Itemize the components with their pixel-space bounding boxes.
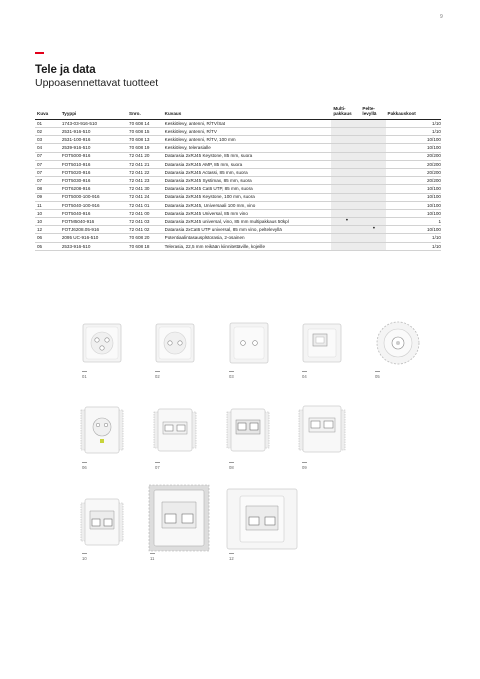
cell-tyyppi: FOT5000-916 <box>60 152 127 160</box>
data-socket-100mm-icon <box>298 404 346 454</box>
figure-label-08: 08 <box>229 464 234 470</box>
cell-snro: 72 041 00 <box>127 209 163 217</box>
cell-multipakkaus <box>331 152 360 160</box>
cell-kuva: 07 <box>35 168 60 176</box>
cell-kuvaus: Telerasia, 22,5 mm reikään kiinnitettäville, kojeille <box>163 242 332 250</box>
cell-multipakkaus <box>331 209 360 217</box>
equipotential-socket-icon <box>80 405 124 455</box>
data-socket-on-plate-icon <box>226 488 298 550</box>
cell-kuvaus: Datarasia 2xRJ45, Universaali 100 mm, vino <box>163 201 332 209</box>
cell-peltelevylla <box>360 201 385 209</box>
page-title: Tele ja data <box>35 64 96 76</box>
cell-pakkauskoot: 1/10 <box>386 128 442 136</box>
cell-peltelevylla <box>360 242 385 250</box>
cell-kuvaus: Datarasia 2xRJ45 Universal, 85 mm vino <box>163 209 332 217</box>
cell-multipakkaus: • <box>331 218 360 226</box>
cell-pakkauskoot: 1/10 <box>386 234 442 242</box>
tele-socket-plate-icon <box>302 323 342 363</box>
cell-tyyppi: 2531-100-916 <box>60 136 127 144</box>
antenna-plate-2-outlets-icon <box>155 323 195 363</box>
cell-pakkauskoot: 10/100 <box>386 136 442 144</box>
cell-peltelevylla <box>360 119 385 127</box>
col-header-kuvaus: Kuvaus <box>163 105 332 119</box>
cell-peltelevylla <box>360 144 385 152</box>
cell-kuvaus: Keskiölevy, antenni, R/TV/Sat <box>163 119 332 127</box>
cell-pakkauskoot: 20/200 <box>386 152 442 160</box>
cell-tyyppi: FOTM5040-916 <box>60 218 127 226</box>
figure-label-01: 01 <box>82 373 87 379</box>
cell-snro: 70 608 14 <box>127 119 163 127</box>
cell-peltelevylla <box>360 160 385 168</box>
cell-kuvaus: Datarasia 2xRJ45 Keystone, 85 mm, suora <box>163 152 332 160</box>
cell-kuva: 07 <box>35 160 60 168</box>
cell-snro: 72 041 01 <box>127 201 163 209</box>
page-number: 9 <box>440 14 443 20</box>
cell-tyyppi: FOT5020-916 <box>60 168 127 176</box>
figure-label-10: 10 <box>82 555 87 561</box>
cell-tyyppi: 2095 UC-916-510 <box>60 234 127 242</box>
cell-kuva: 08 <box>35 185 60 193</box>
page-subtitle: Uppoasennettavat tuotteet <box>35 77 159 89</box>
cell-kuvaus: Potentiaalintasausplstorasia, 2-osainen <box>163 234 332 242</box>
cell-kuva: 02 <box>35 128 60 136</box>
cell-kuvaus: Datarasia 2xRJ45 Actassi, 85 mm, suora <box>163 168 332 176</box>
cell-kuva: 06 <box>35 234 60 242</box>
cell-kuva: 01 <box>35 119 60 127</box>
figure-label-07: 07 <box>155 464 160 470</box>
cell-tyyppi: FOT5010-916 <box>60 160 127 168</box>
cell-peltelevylla <box>360 209 385 217</box>
cell-multipakkaus <box>331 201 360 209</box>
cell-kuvaus: Datarasia 2xCat6 UTP universal, 85 mm vino, peltelevyllä <box>163 226 332 234</box>
col-header-peltelevylla: Pelte-levyllä <box>360 105 385 119</box>
cell-peltelevylla <box>360 152 385 160</box>
cell-kuvaus: Keskiölevy, antenni, R/TV <box>163 128 332 136</box>
cell-kuvaus: Datarasia 2xRJ45 Keystone, 100 mm, suora <box>163 193 332 201</box>
cell-kuvaus: Datarasia 2xRJ45 universal, vino, 85 mm multipakkaus 50kpl <box>163 218 332 226</box>
cell-multipakkaus <box>331 144 360 152</box>
cell-snro: 72 041 02 <box>127 226 163 234</box>
table-row <box>35 144 441 152</box>
cell-multipakkaus <box>331 185 360 193</box>
table-row <box>35 136 441 144</box>
cell-kuva: 12 <box>35 226 60 234</box>
figure-label-05: 05 <box>375 373 380 379</box>
cell-kuvaus: Datarasia 2xRJ45 AMP, 85 mm, suora <box>163 160 332 168</box>
cell-tyyppi: FOT5000-100-916 <box>60 193 127 201</box>
cell-pakkauskoot: 10/100 <box>386 209 442 217</box>
cell-kuva: 10 <box>35 218 60 226</box>
figure-label-06: 06 <box>82 464 87 470</box>
cell-tyyppi: FOT5040-100-916 <box>60 201 127 209</box>
cell-peltelevylla <box>360 168 385 176</box>
table-row <box>35 185 441 193</box>
cell-kuvaus: Keskiölevy, telerasialle <box>163 144 332 152</box>
data-socket-angled-100mm-icon <box>148 484 210 552</box>
col-header-tyyppi: Tyyppi <box>60 105 127 119</box>
cell-peltelevylla <box>360 193 385 201</box>
cell-kuvaus: Datarasia 2xRJ45 Systimax, 85 mm, suora <box>163 177 332 185</box>
cell-kuva: 07 <box>35 177 60 185</box>
col-header-kuva: Kuva <box>35 105 60 119</box>
antenna-plate-3-outlets-icon <box>82 323 122 363</box>
cell-pakkauskoot: 1 <box>386 218 442 226</box>
table-row <box>35 152 441 160</box>
cell-multipakkaus <box>331 168 360 176</box>
cell-tyyppi: FOTJ6208.05-916 <box>60 226 127 234</box>
cell-kuvaus: Keskiölevy, antenni, R/TV, 100 mm <box>163 136 332 144</box>
table-row <box>35 177 441 185</box>
cell-pakkauskoot: 10/100 <box>386 144 442 152</box>
table-row <box>35 128 441 136</box>
cell-kuva: 03 <box>35 136 60 144</box>
cell-tyyppi: 1743-03-916-510 <box>60 119 127 127</box>
table-row <box>35 193 441 201</box>
table-row <box>35 201 441 209</box>
cell-kuva: 07 <box>35 152 60 160</box>
data-socket-2xrj45-icon <box>153 408 197 452</box>
cell-snro: 72 041 23 <box>127 177 163 185</box>
data-socket-cat6-icon <box>226 408 270 452</box>
cell-snro: 70 608 13 <box>127 136 163 144</box>
cell-snro: 70 608 18 <box>127 242 163 250</box>
cell-snro: 72 041 20 <box>127 152 163 160</box>
cell-snro: 70 608 19 <box>127 144 163 152</box>
cell-multipakkaus <box>331 226 360 234</box>
table-row <box>35 226 441 234</box>
figure-label-11: 11 <box>150 555 155 561</box>
table-row <box>35 168 441 176</box>
cell-pakkauskoot: 10/100 <box>386 185 442 193</box>
cell-peltelevylla <box>360 218 385 226</box>
cell-tyyppi: 2533-916-510 <box>60 242 127 250</box>
cell-tyyppi: FOT6208-916 <box>60 185 127 193</box>
cell-multipakkaus <box>331 136 360 144</box>
cell-peltelevylla <box>360 128 385 136</box>
cell-multipakkaus <box>331 160 360 168</box>
cell-peltelevylla <box>360 177 385 185</box>
cell-snro: 72 041 22 <box>127 168 163 176</box>
cell-tyyppi: FOT5030-916 <box>60 177 127 185</box>
cell-multipakkaus <box>331 242 360 250</box>
antenna-plate-100mm-icon <box>229 322 269 364</box>
cell-tyyppi: FOT5040-916 <box>60 209 127 217</box>
cell-pakkauskoot: 1/10 <box>386 242 442 250</box>
cell-multipakkaus <box>331 119 360 127</box>
cell-peltelevylla: • <box>360 226 385 234</box>
cell-peltelevylla <box>360 185 385 193</box>
table-row <box>35 242 441 250</box>
col-header-multipakkaus: Multi-pakkaus <box>331 105 360 119</box>
cell-snro: 72 041 24 <box>127 193 163 201</box>
cell-peltelevylla <box>360 136 385 144</box>
cell-tyyppi: 2539-916-510 <box>60 144 127 152</box>
table-row <box>35 234 441 242</box>
cell-pakkauskoot: 20/200 <box>386 160 442 168</box>
cell-kuva: 09 <box>35 193 60 201</box>
table-row <box>35 209 441 217</box>
cell-kuva: 04 <box>35 144 60 152</box>
cell-snro: 70 608 15 <box>127 128 163 136</box>
tele-socket-round-icon <box>374 319 422 367</box>
cell-pakkauskoot: 10/100 <box>386 226 442 234</box>
data-socket-angled-icon <box>80 497 124 547</box>
cell-peltelevylla <box>360 234 385 242</box>
cell-pakkauskoot: 20/200 <box>386 168 442 176</box>
cell-kuvaus: Datarasia 2xRJ45 Cat6 UTP, 85 mm, suora <box>163 185 332 193</box>
table-row <box>35 218 441 226</box>
figure-label-04: 04 <box>302 373 307 379</box>
cell-kuva: 11 <box>35 201 60 209</box>
figure-label-12: 12 <box>229 555 234 561</box>
col-header-pakkauskoot: Pakkauskoot <box>386 105 442 119</box>
cell-kuva: 05 <box>35 242 60 250</box>
figure-label-03: 03 <box>229 373 234 379</box>
col-header-snro: Snro. <box>127 105 163 119</box>
cell-snro: 72 041 03 <box>127 218 163 226</box>
cell-snro: 72 041 30 <box>127 185 163 193</box>
cell-kuva: 10 <box>35 209 60 217</box>
table-row <box>35 119 441 127</box>
figure-label-02: 02 <box>155 373 160 379</box>
table-header-row <box>35 105 441 119</box>
cell-multipakkaus <box>331 193 360 201</box>
cell-pakkauskoot: 20/200 <box>386 177 442 185</box>
cell-snro: 70 608 20 <box>127 234 163 242</box>
cell-pakkauskoot: 1/10 <box>386 119 442 127</box>
figure-label-09: 09 <box>302 464 307 470</box>
product-table <box>35 105 441 251</box>
cell-multipakkaus <box>331 177 360 185</box>
cell-pakkauskoot: 10/100 <box>386 201 442 209</box>
cell-snro: 72 041 21 <box>127 160 163 168</box>
cell-multipakkaus <box>331 128 360 136</box>
cell-tyyppi: 2531-916-510 <box>60 128 127 136</box>
table-row <box>35 160 441 168</box>
cell-pakkauskoot: 10/100 <box>386 193 442 201</box>
red-accent-bar <box>35 52 44 54</box>
cell-multipakkaus <box>331 234 360 242</box>
